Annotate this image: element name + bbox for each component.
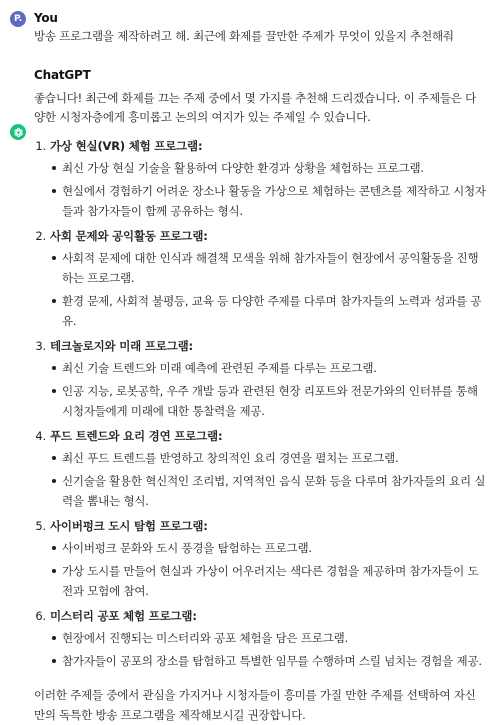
bullet-item: 환경 문제, 사회적 불평등, 교육 등 다양한 주제를 다루며 참가자들의 노력과 성과를 공유. — [50, 291, 486, 331]
topic-number: 4. — [35, 429, 46, 443]
topic-number: 5. — [35, 519, 46, 533]
assistant-intro: 좋습니다! 최근에 화제를 끄는 주제 중에서 몇 가지를 추천해 드리겠습니다. 이 주제들은 다양한 시청자층에게 흥미롭고 논의의 여지가 있는 주제일 수 있습니다. — [34, 91, 477, 124]
openai-logo-svg — [13, 127, 24, 138]
topic-title: 푸드 트렌드와 요리 경연 프로그램: — [50, 429, 223, 443]
topic-bullets — [50, 358, 486, 421]
bullet-item: 최신 가상 현실 기술을 활용하여 다양한 환경과 상황을 체험하는 프로그램. — [50, 158, 486, 178]
topic-item — [34, 517, 486, 601]
topic-bullets — [50, 628, 486, 671]
topic-number: 2. — [35, 229, 46, 243]
user-message — [0, 0, 500, 45]
topic-bullets — [50, 158, 486, 221]
bullet-item: 사회적 문제에 대한 인식과 해결책 모색을 위해 참가자들이 현장에서 공익활동을 진행하는 프로그램. — [50, 248, 486, 288]
user-avatar[interactable] — [10, 11, 26, 27]
topic-bullets — [50, 448, 486, 511]
topic-item — [34, 337, 486, 421]
topic-title: 가상 현실(VR) 체험 프로그램: — [50, 139, 203, 153]
bullet-item: 현실에서 경험하기 어려운 장소나 활동을 가상으로 체험하는 콘텐츠를 제작하고 시청자들과 참가자들이 함께 공유하는 형식. — [50, 181, 486, 221]
user-message-text: 방송 프로그램을 제작하려고 해. 최근에 화제를 끌만한 주제가 무엇이 있을지 추천해줘 — [34, 29, 454, 43]
bullet-item: 가상 도시를 만들어 현실과 가상이 어우러지는 색다른 경험을 제공하며 참가자들이 도전과 모험에 참여. — [50, 561, 486, 601]
topic-number: 6. — [35, 609, 46, 623]
assistant-outro: 이러한 주제들 중에서 관심을 가지거나 시청자들이 흥미를 가질 만한 주제를 선택하여 자신만의 독특한 방송 프로그램을 제작해보시길 권장합니다. — [34, 688, 476, 722]
bullet-item: 현장에서 진행되는 미스터리와 공포 체험을 담은 프로그램. — [50, 628, 486, 648]
user-name: You — [34, 11, 58, 25]
bullet-item: 신기술을 활용한 혁신적인 조리법, 지역적인 음식 문화 등을 다루며 참가자들의 요리 실력을 뽐내는 형식. — [50, 471, 486, 511]
topic-title: 사이버펑크 도시 탐험 프로그램: — [50, 519, 208, 533]
topic-item — [34, 607, 486, 671]
topic-number: 3. — [35, 339, 46, 353]
user-avatar-letter: P. — [14, 14, 22, 24]
bullet-item: 사이버펑크 문화와 도시 풍경을 탐험하는 프로그램. — [50, 538, 486, 558]
topic-list — [34, 137, 486, 671]
assistant-message — [0, 45, 500, 725]
bullet-item: 인공 지능, 로봇공학, 우주 개발 등과 관련된 현장 리포트와 전문가와의 인터뷰를 통해 시청자들에게 미래에 대한 통찰력을 제공. — [50, 381, 486, 421]
topic-item — [34, 137, 486, 221]
bullet-item: 참가자들이 공포의 장소를 탐험하고 특별한 임무를 수행하며 스릴 넘치는 경험을 제공. — [50, 651, 486, 671]
bullet-item: 최신 기술 트렌드와 미래 예측에 관련된 주제를 다루는 프로그램. — [50, 358, 486, 378]
topic-number: 1. — [35, 139, 46, 153]
topic-item — [34, 227, 486, 331]
topic-title: 미스터리 공포 체험 프로그램: — [50, 609, 197, 623]
topic-bullets — [50, 538, 486, 601]
bullet-item: 최신 푸드 트렌드를 반영하고 창의적인 요리 경연을 펼치는 프로그램. — [50, 448, 486, 468]
topic-title: 테크놀로지와 미래 프로그램: — [50, 339, 193, 353]
topic-item — [34, 427, 486, 511]
topic-bullets — [50, 248, 486, 331]
assistant-name: ChatGPT — [34, 68, 91, 82]
topic-title: 사회 문제와 공익활동 프로그램: — [50, 229, 208, 243]
